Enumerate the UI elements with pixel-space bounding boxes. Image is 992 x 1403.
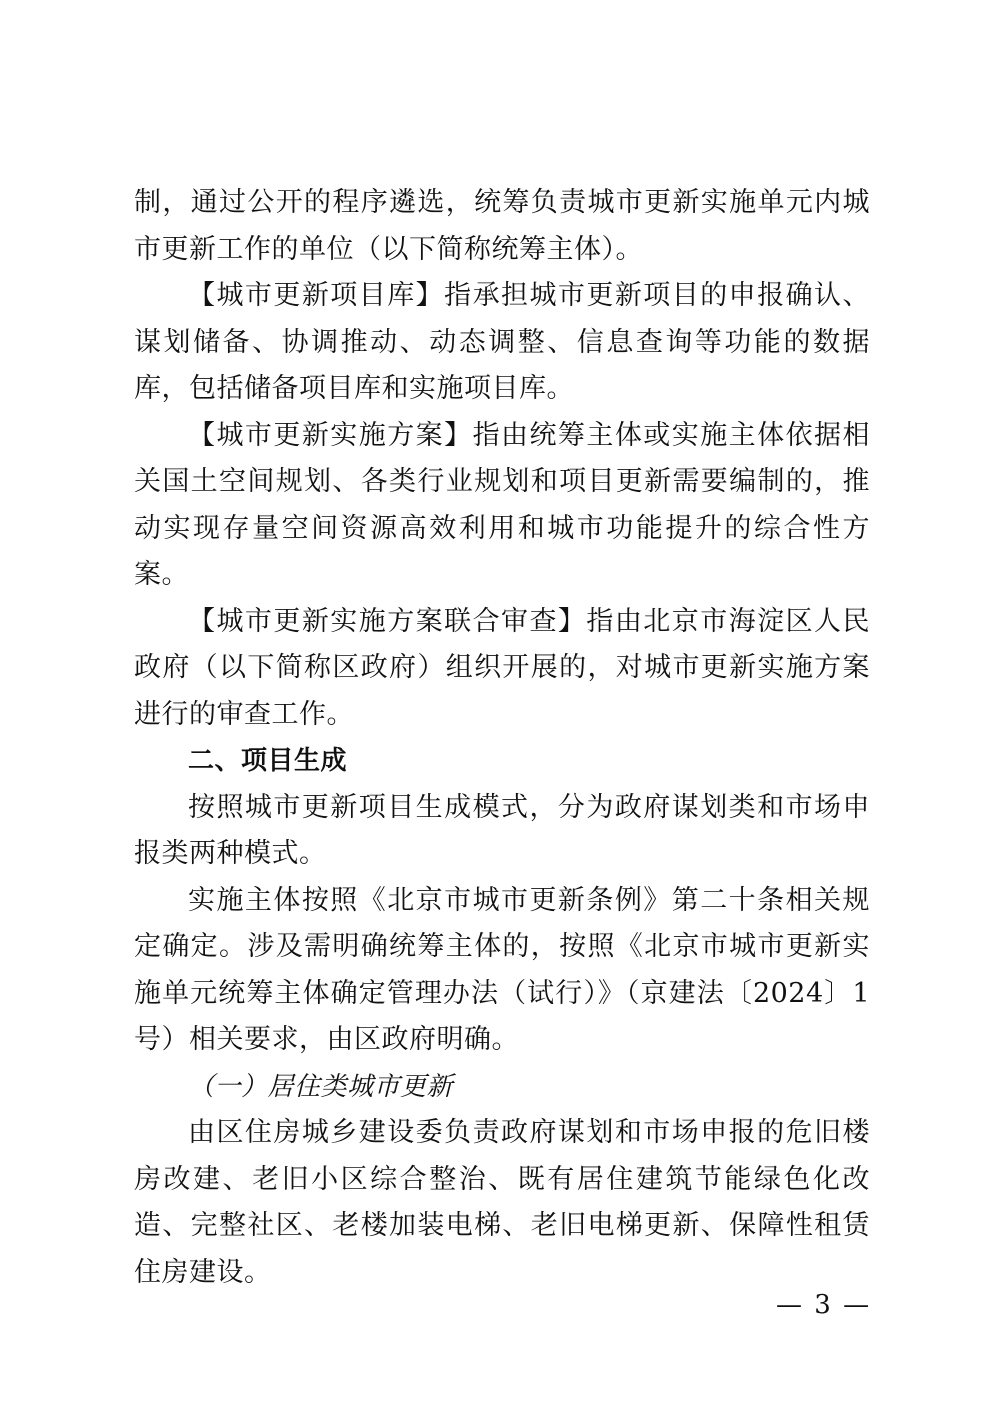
paragraph-joint-review: 【城市更新实施方案联合审查】指由北京市海淀区人民政府（以下简称区政府）组织开展的，对城市更新实施方案进行的审查工作。 xyxy=(134,605,870,730)
paragraph-implementation-plan: 【城市更新实施方案】指由统筹主体或实施主体依据相关国土空间规划、各类行业规划和项目更新需要编制的，推动实现存量空间资源高效利用和城市功能提升的综合性方案。 xyxy=(134,419,870,590)
paragraph-generation-modes: 按照城市更新项目生成模式，分为政府谋划类和市场申报类两种模式。 xyxy=(134,791,870,869)
subsection-heading-residential: （一）居住类城市更新 xyxy=(188,1071,454,1102)
paragraph-continuation: 制，通过公开的程序遴选，统筹负责城市更新实施单元内城市更新工作的单位（以下简称统筹主体）。 xyxy=(134,187,870,265)
paragraph-implementation-subject: 实施主体按照《北京市城市更新条例》第二十条相关规定确定。涉及需明确统筹主体的，按照《北京市城市更新实施单元统筹主体确定管理办法（试行）》（京建法〔2024〕1号）相关要求，由区政府明确。 xyxy=(134,884,870,1055)
section-heading-project-generation: 二、项目生成 xyxy=(188,746,348,776)
paragraph-residential-scope: 由区住房城乡建设委负责政府谋划和市场申报的危旧楼房改建、老旧小区综合整治、既有居住建筑节能绿色化改造、完整社区、老楼加装电梯、老旧电梯更新、保障性租赁住房建设。 xyxy=(134,1117,870,1288)
document-body xyxy=(134,180,870,1296)
paragraph-project-database: 【城市更新项目库】指承担城市更新项目的申报确认、谋划储备、协调推动、动态调整、信息查询等功能的数据库，包括储备项目库和实施项目库。 xyxy=(134,280,870,404)
page-number: — 3 — xyxy=(776,1290,872,1320)
